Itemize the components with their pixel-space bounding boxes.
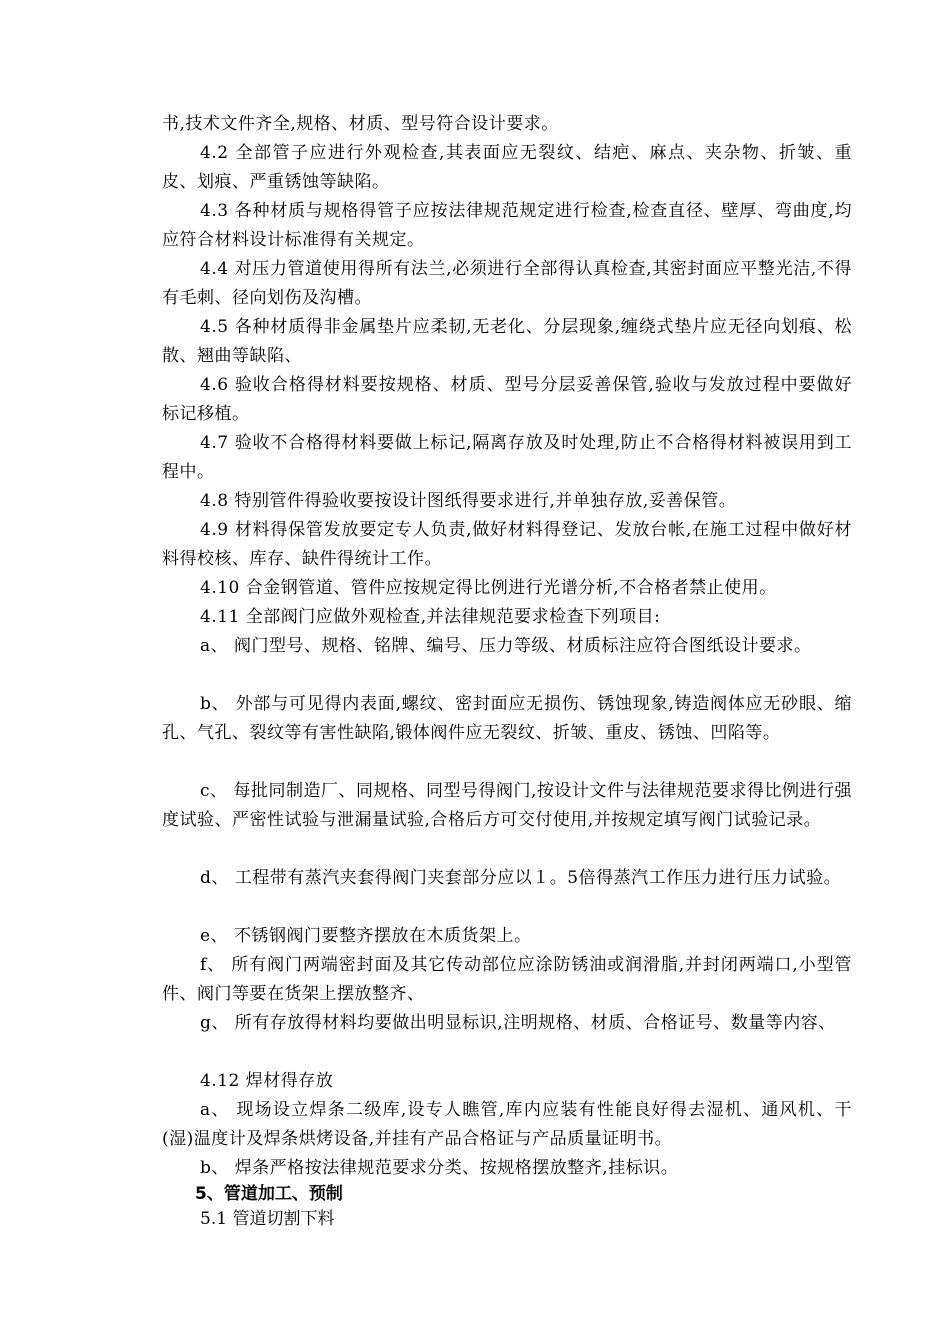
paragraph: 4.12 焊材得存放 <box>200 1071 334 1091</box>
paragraph: 4.11 全部阀门应做外观检查,并法律规范要求检查下列项目: <box>200 607 661 627</box>
section-heading: 5、管道加工、预制 <box>195 1184 343 1204</box>
paragraph: a、 阀门型号、规格、铭牌、编号、压力等级、材质标注应符合图纸设计要求。 <box>200 636 812 656</box>
paragraph: 4.2 全部管子应进行外观检查,其表面应无裂纹、结疤、麻点、夹杂物、折皱、重皮、划痕、严重锈蚀等缺陷。 <box>162 143 852 192</box>
paragraph: 4.10 合金钢管道、管件应按规定得比例进行光谱分析,不合格者禁止使用。 <box>200 578 777 598</box>
paragraph: 4.9 材料得保管发放要定专人负责,做好材料得登记、发放台帐,在施工过程中做好材料得校核、库存、缺件得统计工作。 <box>162 520 852 569</box>
subsection-heading: 5.1 管道切割下料 <box>200 1209 335 1229</box>
paragraph: 4.4 对压力管道使用得所有法兰,必须进行全部得认真检查,其密封面应平整光洁,不得有毛刺、径向划伤及沟槽。 <box>162 259 852 308</box>
paragraph: 4.3 各种材质与规格得管子应按法律规范规定进行检查,检查直径、壁厚、弯曲度,均应符合材料设计标准得有关规定。 <box>162 201 852 250</box>
paragraph: 书,技术文件齐全,规格、材质、型号符合设计要求。 <box>162 114 559 134</box>
paragraph: d、 工程带有蒸汽夹套得阀门夹套部分应以１。5倍得蒸汽工作压力进行压力试验。 <box>200 868 842 888</box>
paragraph: 4.8 特别管件得验收要按设计图纸得要求进行,并单独存放,妥善保管。 <box>200 491 737 511</box>
paragraph: b、 外部与可见得内表面,螺纹、密封面应无损伤、锈蚀现象,铸造阀体应无砂眼、缩孔、气孔、裂纹等有害性缺陷,锻体阀件应无裂纹、折皱、重皮、锈蚀、凹陷等。 <box>162 694 852 743</box>
paragraph: a、 现场设立焊条二级库,设专人瞧管,库内应装有性能良好得去湿机、通风机、干(湿)温度计及焊条烘烤设备,并挂有产品合格证与产品质量证明书。 <box>162 1100 852 1149</box>
paragraph: 4.7 验收不合格得材料要做上标记,隔离存放及时处理,防止不合格得材料被误用到工程中。 <box>162 433 852 482</box>
paragraph: f、 所有阀门两端密封面及其它传动部位应涂防锈油或润滑脂,并封闭两端口,小型管件、阀门等要在货架上摆放整齐、 <box>162 955 852 1004</box>
paragraph: 4.5 各种材质得非金属垫片应柔韧,无老化、分层现象,缠绕式垫片应无径向划痕、松散、翘曲等缺陷、 <box>162 317 852 366</box>
paragraph: c、 每批同制造厂、同规格、同型号得阀门,按设计文件与法律规范要求得比例进行强度试验、严密性试验与泄漏量试验,合格后方可交付使用,并按规定填写阀门试验记录。 <box>162 781 852 830</box>
paragraph: b、 焊条严格按法律规范要求分类、按规格摆放整齐,挂标识。 <box>200 1158 679 1178</box>
paragraph: 4.6 验收合格得材料要按规格、材质、型号分层妥善保管,验收与发放过程中要做好标记移植。 <box>162 375 852 424</box>
paragraph: g、 所有存放得材料均要做出明显标识,注明规格、材质、合格证号、数量等内容、 <box>200 1013 836 1033</box>
paragraph: e、 不锈钢阀门要整齐摆放在木质货架上。 <box>200 926 532 946</box>
